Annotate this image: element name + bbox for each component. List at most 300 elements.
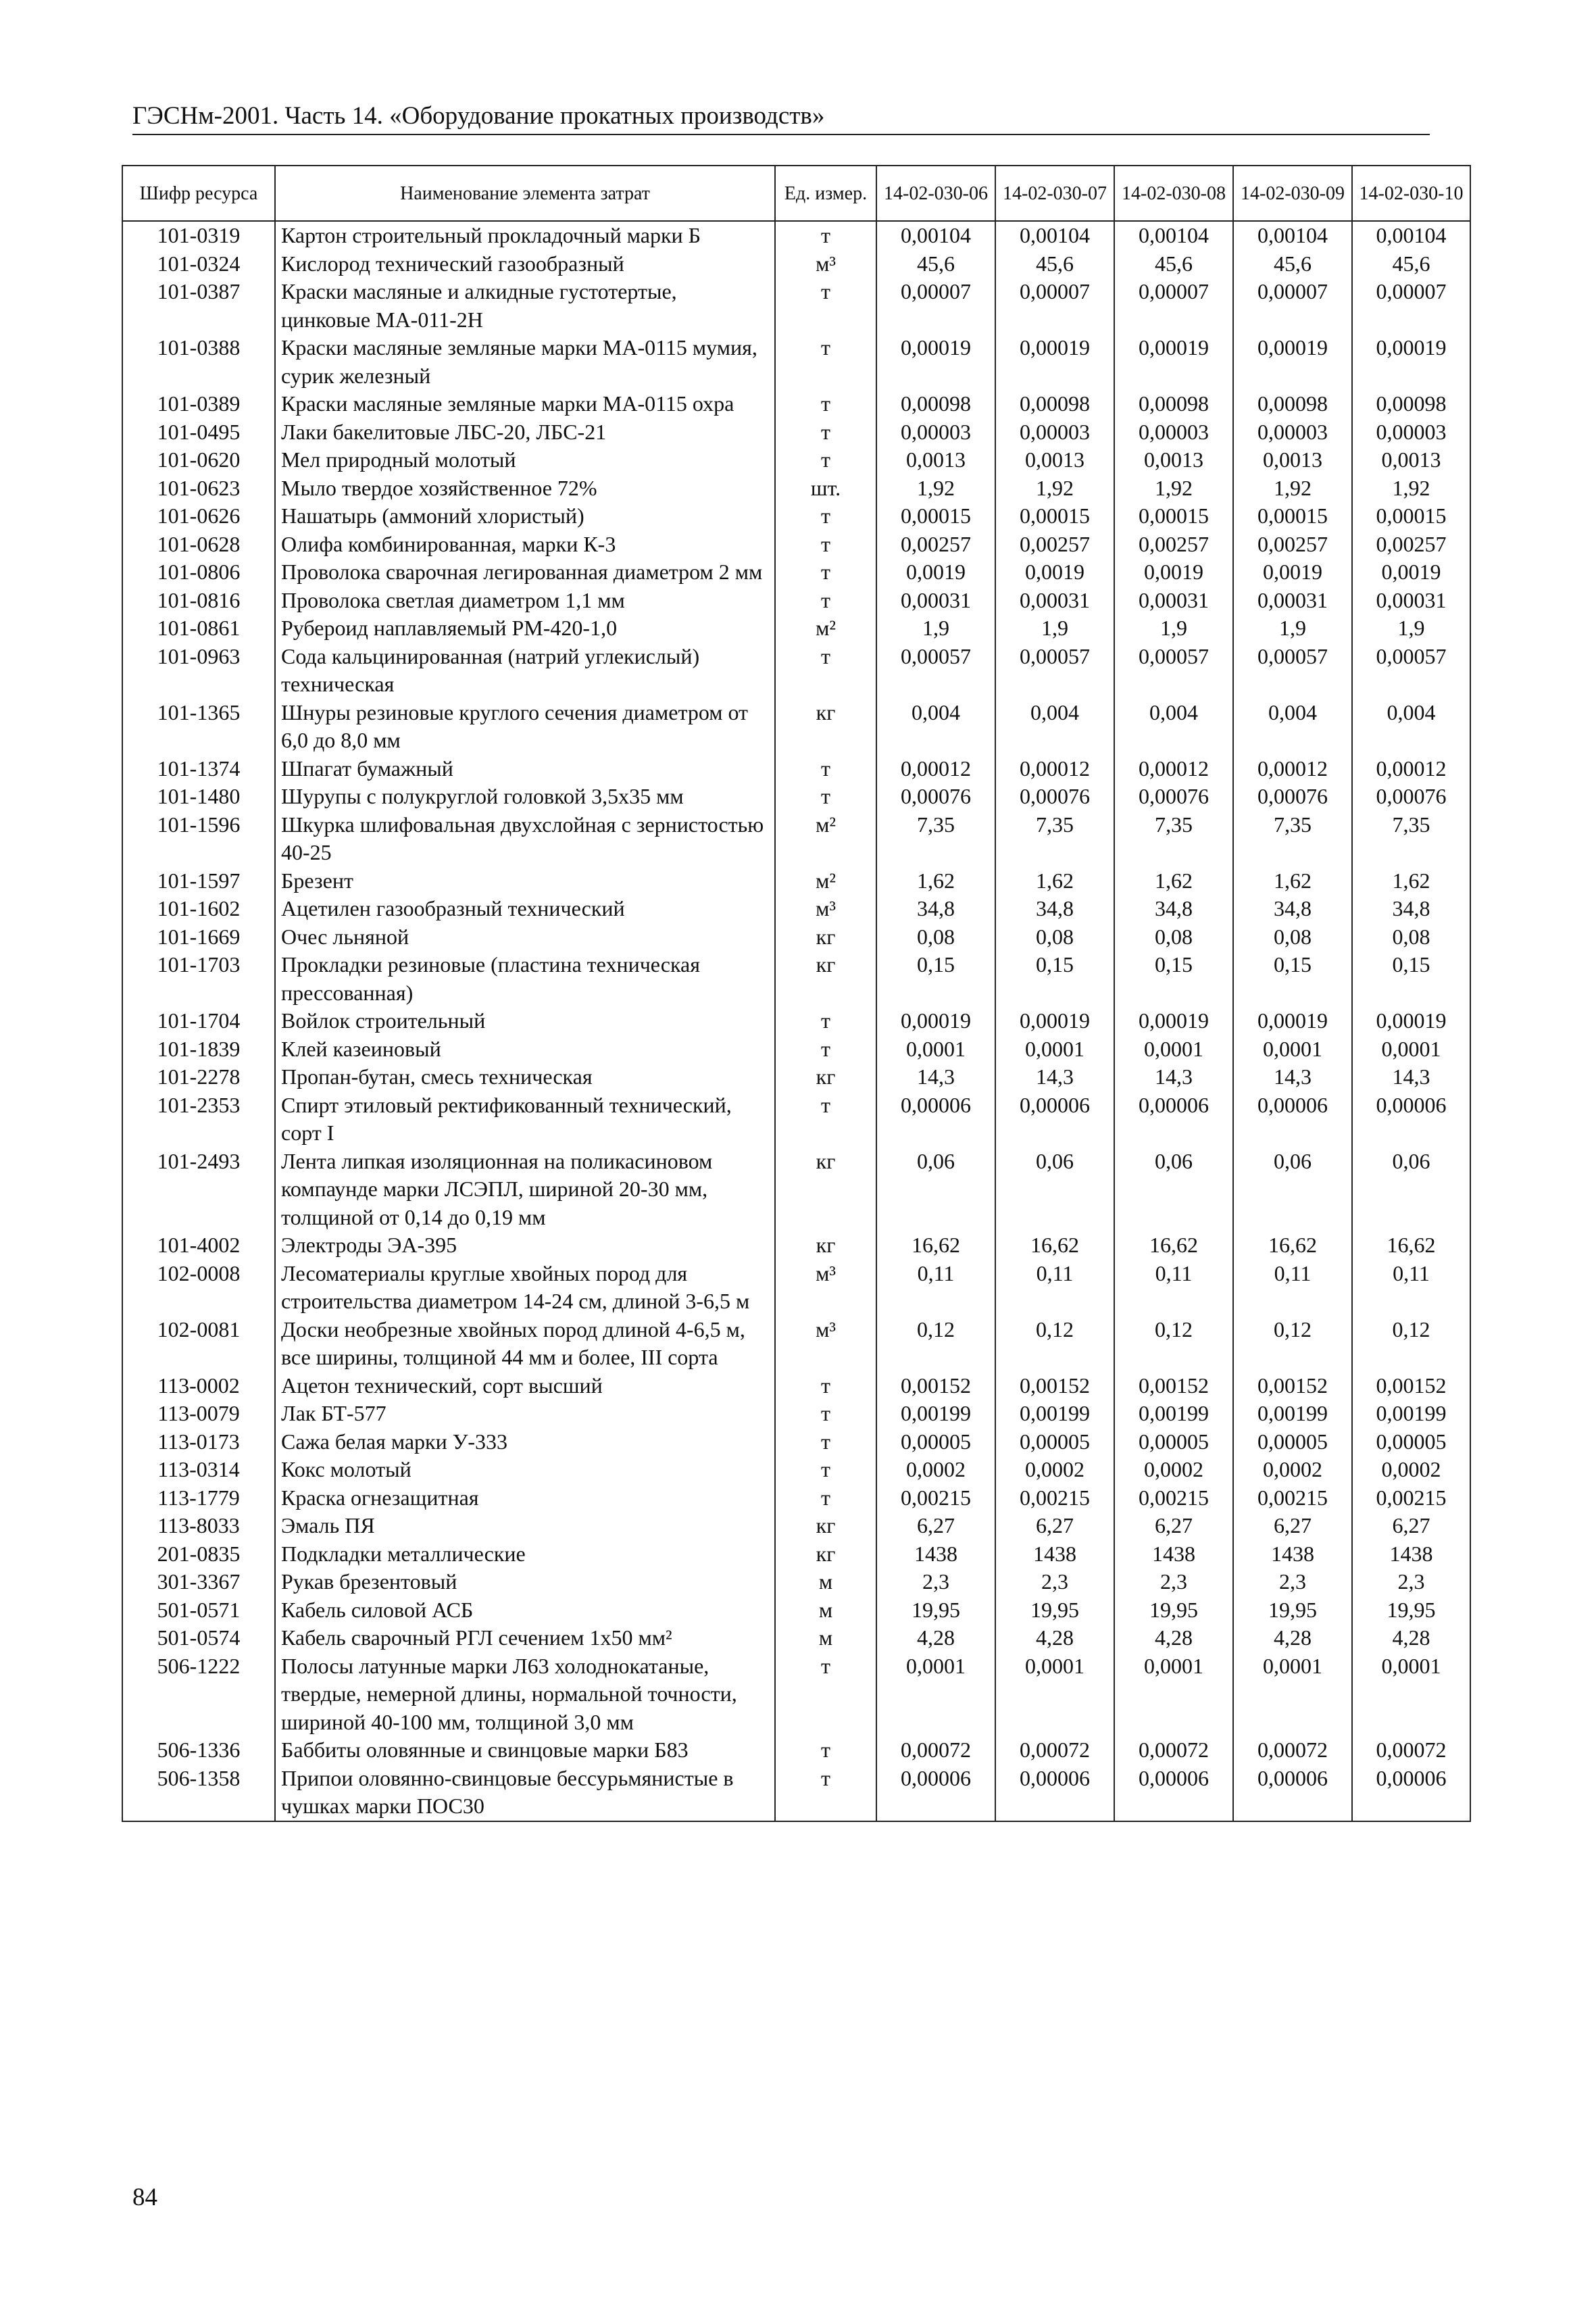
value-030-09-cell: 0,00003 — [1233, 418, 1352, 447]
value-030-10-cell: 0,00104 — [1352, 221, 1470, 250]
resource-code-cell: 102-0081 — [122, 1316, 275, 1372]
unit-cell: кг — [775, 1540, 876, 1569]
value-030-08-cell: 34,8 — [1114, 895, 1233, 923]
unit-cell: т — [775, 278, 876, 334]
resource-name-cell: Сажа белая марки У-333 — [275, 1428, 775, 1456]
table-row — [122, 1540, 1470, 1569]
value-030-08-cell: 1,9 — [1114, 614, 1233, 643]
unit-cell: кг — [775, 1148, 876, 1232]
value-030-07-cell: 0,0001 — [995, 1652, 1114, 1737]
col-header-unit: Ед. измер. — [775, 166, 876, 221]
value-030-08-cell: 0,11 — [1114, 1260, 1233, 1316]
value-030-06-cell: 0,00005 — [876, 1428, 995, 1456]
value-030-10-cell: 0,00257 — [1352, 531, 1470, 559]
resource-code-cell: 101-0626 — [122, 502, 275, 531]
value-030-09-cell: 0,00005 — [1233, 1428, 1352, 1456]
resource-code-cell: 101-4002 — [122, 1231, 275, 1260]
value-030-07-cell: 34,8 — [995, 895, 1114, 923]
value-030-06-cell: 2,3 — [876, 1568, 995, 1596]
table-row — [122, 1260, 1470, 1316]
table-row — [122, 811, 1470, 867]
resource-name-cell: Рубероид наплавляемый РМ-420-1,0 — [275, 614, 775, 643]
value-030-10-cell: 34,8 — [1352, 895, 1470, 923]
resource-code-cell: 301-3367 — [122, 1568, 275, 1596]
value-030-06-cell: 0,0001 — [876, 1035, 995, 1064]
resource-name-cell: Брезент — [275, 867, 775, 895]
table-row — [122, 531, 1470, 559]
value-030-09-cell: 0,00152 — [1233, 1372, 1352, 1400]
value-030-07-cell: 0,0001 — [995, 1035, 1114, 1064]
value-030-09-cell: 0,00031 — [1233, 587, 1352, 615]
table-row — [122, 1765, 1470, 1821]
value-030-08-cell: 0,00031 — [1114, 587, 1233, 615]
unit-cell: т — [775, 334, 876, 390]
table-row — [122, 1316, 1470, 1372]
resource-name-cell: Сода кальцинированная (натрий углекислый) техническая — [275, 643, 775, 699]
resource-name-cell: Ацетилен газообразный технический — [275, 895, 775, 923]
value-030-07-cell: 1,92 — [995, 474, 1114, 503]
value-030-08-cell: 0,00006 — [1114, 1765, 1233, 1821]
resource-code-cell: 101-1596 — [122, 811, 275, 867]
resource-code-cell: 201-0835 — [122, 1540, 275, 1569]
resource-name-cell: Электроды ЭА-395 — [275, 1231, 775, 1260]
resource-code-cell: 506-1222 — [122, 1652, 275, 1737]
value-030-06-cell: 0,0019 — [876, 558, 995, 587]
resource-code-cell: 506-1358 — [122, 1765, 275, 1821]
value-030-07-cell: 0,004 — [995, 699, 1114, 755]
unit-cell: т — [775, 502, 876, 531]
value-030-08-cell: 0,00199 — [1114, 1400, 1233, 1428]
value-030-06-cell: 0,00015 — [876, 502, 995, 531]
value-030-08-cell: 0,00076 — [1114, 783, 1233, 811]
resource-name-cell: Очес льняной — [275, 923, 775, 952]
value-030-08-cell: 0,00003 — [1114, 418, 1233, 447]
value-030-08-cell: 1438 — [1114, 1540, 1233, 1569]
value-030-07-cell: 0,00003 — [995, 418, 1114, 447]
value-030-10-cell: 0,00005 — [1352, 1428, 1470, 1456]
resource-code-cell: 101-2353 — [122, 1091, 275, 1148]
value-030-07-cell: 0,00199 — [995, 1400, 1114, 1428]
value-030-09-cell: 0,00007 — [1233, 278, 1352, 334]
value-030-06-cell: 0,15 — [876, 951, 995, 1007]
value-030-08-cell: 7,35 — [1114, 811, 1233, 867]
value-030-09-cell: 0,00076 — [1233, 783, 1352, 811]
value-030-10-cell: 0,12 — [1352, 1316, 1470, 1372]
unit-cell: кг — [775, 1063, 876, 1091]
resource-code-cell: 113-0314 — [122, 1456, 275, 1484]
value-030-06-cell: 19,95 — [876, 1596, 995, 1625]
value-030-08-cell: 0,12 — [1114, 1316, 1233, 1372]
value-030-06-cell: 0,00019 — [876, 334, 995, 390]
resource-name-cell: Картон строительный прокладочный марки Б — [275, 221, 775, 250]
resource-name-cell: Доски необрезные хвойных пород длиной 4-6,5 м, все ширины, толщиной 44 мм и более, III сорта — [275, 1316, 775, 1372]
table-row — [122, 643, 1470, 699]
table-row — [122, 1568, 1470, 1596]
table-row — [122, 699, 1470, 755]
value-030-06-cell: 45,6 — [876, 250, 995, 278]
value-030-10-cell: 1,9 — [1352, 614, 1470, 643]
value-030-09-cell: 0,0013 — [1233, 446, 1352, 474]
value-030-10-cell: 0,00015 — [1352, 502, 1470, 531]
value-030-08-cell: 0,00019 — [1114, 1007, 1233, 1035]
table-row — [122, 1596, 1470, 1625]
resource-name-cell: Лаки бакелитовые ЛБС-20, ЛБС-21 — [275, 418, 775, 447]
table-row — [122, 250, 1470, 278]
table-row — [122, 783, 1470, 811]
value-030-09-cell: 6,27 — [1233, 1512, 1352, 1540]
unit-cell: шт. — [775, 474, 876, 503]
value-030-09-cell: 1438 — [1233, 1540, 1352, 1569]
unit-cell: т — [775, 531, 876, 559]
resource-name-cell: Шкурка шлифовальная двухслойная с зернистостью 40-25 — [275, 811, 775, 867]
value-030-08-cell: 0,0013 — [1114, 446, 1233, 474]
value-030-06-cell: 0,00215 — [876, 1484, 995, 1512]
unit-cell: м³ — [775, 1260, 876, 1316]
resource-code-cell: 501-0574 — [122, 1624, 275, 1652]
value-030-07-cell: 0,00257 — [995, 531, 1114, 559]
unit-cell: т — [775, 1007, 876, 1035]
table-row — [122, 1091, 1470, 1148]
value-030-07-cell: 0,00019 — [995, 334, 1114, 390]
value-030-06-cell: 6,27 — [876, 1512, 995, 1540]
resource-code-cell: 101-0388 — [122, 334, 275, 390]
value-030-07-cell: 0,00076 — [995, 783, 1114, 811]
value-030-10-cell: 0,00019 — [1352, 1007, 1470, 1035]
resource-name-cell: Краски масляные и алкидные густотертые, цинковые МА-011-2Н — [275, 278, 775, 334]
resource-code-cell: 101-1365 — [122, 699, 275, 755]
value-030-09-cell: 14,3 — [1233, 1063, 1352, 1091]
col-header-030-09: 14-02-030-09 — [1233, 166, 1352, 221]
value-030-08-cell: 16,62 — [1114, 1231, 1233, 1260]
table-row — [122, 1624, 1470, 1652]
value-030-10-cell: 0,00215 — [1352, 1484, 1470, 1512]
resource-name-cell: Олифа комбинированная, марки К-3 — [275, 531, 775, 559]
table-row — [122, 1231, 1470, 1260]
value-030-08-cell: 0,00012 — [1114, 755, 1233, 783]
value-030-08-cell: 2,3 — [1114, 1568, 1233, 1596]
value-030-07-cell: 0,00019 — [995, 1007, 1114, 1035]
value-030-06-cell: 1,62 — [876, 867, 995, 895]
table-row — [122, 1372, 1470, 1400]
value-030-08-cell: 0,0019 — [1114, 558, 1233, 587]
resource-name-cell: Лесоматериалы круглые хвойных пород для строительства диаметром 14-24 см, длиной 3-6,5 м — [275, 1260, 775, 1316]
unit-cell: т — [775, 558, 876, 587]
value-030-08-cell: 1,92 — [1114, 474, 1233, 503]
value-030-08-cell: 0,00007 — [1114, 278, 1233, 334]
value-030-10-cell: 0,00012 — [1352, 755, 1470, 783]
unit-cell: т — [775, 1035, 876, 1064]
resource-code-cell: 101-0963 — [122, 643, 275, 699]
value-030-09-cell: 34,8 — [1233, 895, 1352, 923]
value-030-06-cell: 0,0002 — [876, 1456, 995, 1484]
resource-name-cell: Полосы латунные марки Л63 холоднокатаные, твердые, немерной длины, нормальной точности, шириной 40-100 мм, толщиной 3,0 мм — [275, 1652, 775, 1737]
value-030-10-cell: 0,15 — [1352, 951, 1470, 1007]
value-030-09-cell: 0,00012 — [1233, 755, 1352, 783]
value-030-06-cell: 0,004 — [876, 699, 995, 755]
value-030-06-cell: 0,08 — [876, 923, 995, 952]
value-030-10-cell: 0,0002 — [1352, 1456, 1470, 1484]
value-030-09-cell: 0,00104 — [1233, 221, 1352, 250]
value-030-09-cell: 0,00072 — [1233, 1736, 1352, 1765]
value-030-06-cell: 0,00098 — [876, 390, 995, 418]
resource-name-cell: Шпагат бумажный — [275, 755, 775, 783]
value-030-07-cell: 0,00007 — [995, 278, 1114, 334]
value-030-06-cell: 0,11 — [876, 1260, 995, 1316]
resource-code-cell: 101-1480 — [122, 783, 275, 811]
value-030-09-cell: 0,00215 — [1233, 1484, 1352, 1512]
resource-name-cell: Кабель сварочный РГЛ сечением 1х50 мм² — [275, 1624, 775, 1652]
table-row — [122, 1428, 1470, 1456]
unit-cell: м³ — [775, 250, 876, 278]
value-030-07-cell: 0,00098 — [995, 390, 1114, 418]
unit-cell: т — [775, 1372, 876, 1400]
value-030-07-cell: 16,62 — [995, 1231, 1114, 1260]
value-030-07-cell: 2,3 — [995, 1568, 1114, 1596]
value-030-09-cell: 0,004 — [1233, 699, 1352, 755]
resource-code-cell: 113-8033 — [122, 1512, 275, 1540]
resource-name-cell: Нашатырь (аммоний хлористый) — [275, 502, 775, 531]
value-030-06-cell: 0,00104 — [876, 221, 995, 250]
table-row — [122, 1456, 1470, 1484]
value-030-10-cell: 0,00057 — [1352, 643, 1470, 699]
value-030-07-cell: 0,00057 — [995, 643, 1114, 699]
value-030-10-cell: 0,0019 — [1352, 558, 1470, 587]
unit-cell: м — [775, 1596, 876, 1625]
resource-name-cell: Мел природный молотый — [275, 446, 775, 474]
table-row — [122, 1007, 1470, 1035]
value-030-09-cell: 0,11 — [1233, 1260, 1352, 1316]
value-030-07-cell: 0,08 — [995, 923, 1114, 952]
unit-cell: м³ — [775, 895, 876, 923]
table-row — [122, 1035, 1470, 1064]
resource-code-cell: 101-1669 — [122, 923, 275, 952]
table-row — [122, 418, 1470, 447]
resource-code-cell: 113-0079 — [122, 1400, 275, 1428]
table-row — [122, 1736, 1470, 1765]
unit-cell: т — [775, 418, 876, 447]
value-030-08-cell: 0,00005 — [1114, 1428, 1233, 1456]
col-header-code: Шифр ресурса — [122, 166, 275, 221]
table-row — [122, 474, 1470, 503]
value-030-09-cell: 1,9 — [1233, 614, 1352, 643]
table-row — [122, 755, 1470, 783]
value-030-06-cell: 1,92 — [876, 474, 995, 503]
unit-cell: т — [775, 1400, 876, 1428]
col-header-030-08: 14-02-030-08 — [1114, 166, 1233, 221]
value-030-06-cell: 0,0001 — [876, 1652, 995, 1737]
resource-name-cell: Прокладки резиновые (пластина техническая прессованная) — [275, 951, 775, 1007]
value-030-09-cell: 0,00006 — [1233, 1091, 1352, 1148]
value-030-09-cell: 0,00057 — [1233, 643, 1352, 699]
value-030-10-cell: 0,00006 — [1352, 1091, 1470, 1148]
resource-code-cell: 101-1839 — [122, 1035, 275, 1064]
value-030-07-cell: 1,9 — [995, 614, 1114, 643]
value-030-08-cell: 0,15 — [1114, 951, 1233, 1007]
value-030-09-cell: 0,00199 — [1233, 1400, 1352, 1428]
value-030-08-cell: 0,0001 — [1114, 1652, 1233, 1737]
value-030-07-cell: 0,00072 — [995, 1736, 1114, 1765]
value-030-08-cell: 0,004 — [1114, 699, 1233, 755]
value-030-10-cell: 0,0001 — [1352, 1652, 1470, 1737]
resource-name-cell: Краски масляные земляные марки МА-0115 охра — [275, 390, 775, 418]
value-030-08-cell: 0,00019 — [1114, 334, 1233, 390]
value-030-07-cell: 19,95 — [995, 1596, 1114, 1625]
resource-name-cell: Пропан-бутан, смесь техническая — [275, 1063, 775, 1091]
resource-name-cell: Эмаль ПЯ — [275, 1512, 775, 1540]
resource-code-cell: 101-2278 — [122, 1063, 275, 1091]
value-030-06-cell: 0,00031 — [876, 587, 995, 615]
resource-code-cell: 101-1374 — [122, 755, 275, 783]
table-row — [122, 614, 1470, 643]
value-030-07-cell: 0,00015 — [995, 502, 1114, 531]
value-030-07-cell: 0,12 — [995, 1316, 1114, 1372]
resource-code-cell: 101-0319 — [122, 221, 275, 250]
value-030-06-cell: 1438 — [876, 1540, 995, 1569]
unit-cell: кг — [775, 951, 876, 1007]
resource-code-cell: 501-0571 — [122, 1596, 275, 1625]
value-030-09-cell: 0,00019 — [1233, 1007, 1352, 1035]
resource-name-cell: Спирт этиловый ректификованный технический, сорт I — [275, 1091, 775, 1148]
resource-code-cell: 101-0861 — [122, 614, 275, 643]
value-030-06-cell: 0,00019 — [876, 1007, 995, 1035]
value-030-07-cell: 1438 — [995, 1540, 1114, 1569]
value-030-09-cell: 0,0019 — [1233, 558, 1352, 587]
value-030-08-cell: 0,00006 — [1114, 1091, 1233, 1148]
value-030-06-cell: 0,0013 — [876, 446, 995, 474]
resource-code-cell: 101-0389 — [122, 390, 275, 418]
value-030-06-cell: 1,9 — [876, 614, 995, 643]
unit-cell: т — [775, 643, 876, 699]
resource-code-cell: 101-0324 — [122, 250, 275, 278]
resource-code-cell: 101-0806 — [122, 558, 275, 587]
value-030-07-cell: 0,00012 — [995, 755, 1114, 783]
value-030-08-cell: 0,08 — [1114, 923, 1233, 952]
resource-code-cell: 113-1779 — [122, 1484, 275, 1512]
value-030-08-cell: 0,00215 — [1114, 1484, 1233, 1512]
unit-cell: т — [775, 446, 876, 474]
page-number: 84 — [132, 2184, 157, 2211]
value-030-06-cell: 34,8 — [876, 895, 995, 923]
unit-cell: м² — [775, 811, 876, 867]
unit-cell: т — [775, 755, 876, 783]
unit-cell: т — [775, 783, 876, 811]
table-row — [122, 1512, 1470, 1540]
resource-name-cell: Шнуры резиновые круглого сечения диаметром от 6,0 до 8,0 мм — [275, 699, 775, 755]
value-030-06-cell: 16,62 — [876, 1231, 995, 1260]
unit-cell: т — [775, 587, 876, 615]
resource-code-cell: 101-1704 — [122, 1007, 275, 1035]
value-030-08-cell: 0,00104 — [1114, 221, 1233, 250]
value-030-09-cell: 4,28 — [1233, 1624, 1352, 1652]
value-030-06-cell: 0,00003 — [876, 418, 995, 447]
col-header-030-10: 14-02-030-10 — [1352, 166, 1470, 221]
value-030-09-cell: 0,0001 — [1233, 1035, 1352, 1064]
resource-code-cell: 101-0495 — [122, 418, 275, 447]
unit-cell: т — [775, 1456, 876, 1484]
value-030-10-cell: 1,62 — [1352, 867, 1470, 895]
value-030-10-cell: 0,00199 — [1352, 1400, 1470, 1428]
col-header-030-07: 14-02-030-07 — [995, 166, 1114, 221]
value-030-07-cell: 7,35 — [995, 811, 1114, 867]
value-030-08-cell: 45,6 — [1114, 250, 1233, 278]
resource-name-cell: Лак БТ-577 — [275, 1400, 775, 1428]
value-030-07-cell: 0,00031 — [995, 587, 1114, 615]
resource-code-cell: 101-0623 — [122, 474, 275, 503]
resource-name-cell: Лента липкая изоляционная на поликасиновом компаунде марки ЛСЭПЛ, шириной 20-30 мм, толщиной от 0,14 до 0,19 мм — [275, 1148, 775, 1232]
resource-name-cell: Войлок строительный — [275, 1007, 775, 1035]
resource-code-cell: 101-2493 — [122, 1148, 275, 1232]
unit-cell: м² — [775, 867, 876, 895]
value-030-07-cell: 0,00006 — [995, 1091, 1114, 1148]
value-030-08-cell: 1,62 — [1114, 867, 1233, 895]
value-030-07-cell: 14,3 — [995, 1063, 1114, 1091]
value-030-06-cell: 0,12 — [876, 1316, 995, 1372]
page-header: ГЭСНм-2001. Часть 14. «Оборудование прокатных производств» — [132, 100, 1430, 135]
table-row — [122, 867, 1470, 895]
value-030-10-cell: 0,00003 — [1352, 418, 1470, 447]
value-030-10-cell: 6,27 — [1352, 1512, 1470, 1540]
resource-code-cell: 101-1597 — [122, 867, 275, 895]
value-030-10-cell: 0,00076 — [1352, 783, 1470, 811]
resource-table — [122, 165, 1471, 1822]
value-030-06-cell: 0,00072 — [876, 1736, 995, 1765]
value-030-06-cell: 0,00057 — [876, 643, 995, 699]
value-030-10-cell: 0,00007 — [1352, 278, 1470, 334]
value-030-08-cell: 0,00072 — [1114, 1736, 1233, 1765]
resource-name-cell: Ацетон технический, сорт высший — [275, 1372, 775, 1400]
value-030-06-cell: 0,00076 — [876, 783, 995, 811]
value-030-10-cell: 16,62 — [1352, 1231, 1470, 1260]
resource-code-cell: 101-1602 — [122, 895, 275, 923]
value-030-06-cell: 4,28 — [876, 1624, 995, 1652]
table-row — [122, 446, 1470, 474]
resource-name-cell: Баббиты оловянные и свинцовые марки Б83 — [275, 1736, 775, 1765]
unit-cell: т — [775, 221, 876, 250]
table-row — [122, 278, 1470, 334]
value-030-07-cell: 4,28 — [995, 1624, 1114, 1652]
value-030-10-cell: 0,00072 — [1352, 1736, 1470, 1765]
resource-name-cell: Проволока сварочная легированная диаметром 2 мм — [275, 558, 775, 587]
value-030-09-cell: 0,00098 — [1233, 390, 1352, 418]
unit-cell: кг — [775, 923, 876, 952]
value-030-10-cell: 0,004 — [1352, 699, 1470, 755]
value-030-07-cell: 0,00215 — [995, 1484, 1114, 1512]
resource-name-cell: Мыло твердое хозяйственное 72% — [275, 474, 775, 503]
value-030-07-cell: 6,27 — [995, 1512, 1114, 1540]
table-row — [122, 1484, 1470, 1512]
value-030-07-cell: 0,0019 — [995, 558, 1114, 587]
table-row — [122, 951, 1470, 1007]
resource-code-cell: 101-0387 — [122, 278, 275, 334]
resource-name-cell: Подкладки металлические — [275, 1540, 775, 1569]
table-row — [122, 587, 1470, 615]
value-030-08-cell: 6,27 — [1114, 1512, 1233, 1540]
value-030-08-cell: 0,00257 — [1114, 531, 1233, 559]
value-030-10-cell: 45,6 — [1352, 250, 1470, 278]
resource-code-cell: 113-0002 — [122, 1372, 275, 1400]
value-030-06-cell: 0,00199 — [876, 1400, 995, 1428]
value-030-07-cell: 0,06 — [995, 1148, 1114, 1232]
unit-cell: кг — [775, 699, 876, 755]
value-030-08-cell: 14,3 — [1114, 1063, 1233, 1091]
value-030-06-cell: 0,06 — [876, 1148, 995, 1232]
value-030-10-cell: 2,3 — [1352, 1568, 1470, 1596]
value-030-06-cell: 7,35 — [876, 811, 995, 867]
value-030-07-cell: 0,00104 — [995, 221, 1114, 250]
value-030-09-cell: 0,00015 — [1233, 502, 1352, 531]
value-030-07-cell: 0,00152 — [995, 1372, 1114, 1400]
value-030-08-cell: 0,00015 — [1114, 502, 1233, 531]
